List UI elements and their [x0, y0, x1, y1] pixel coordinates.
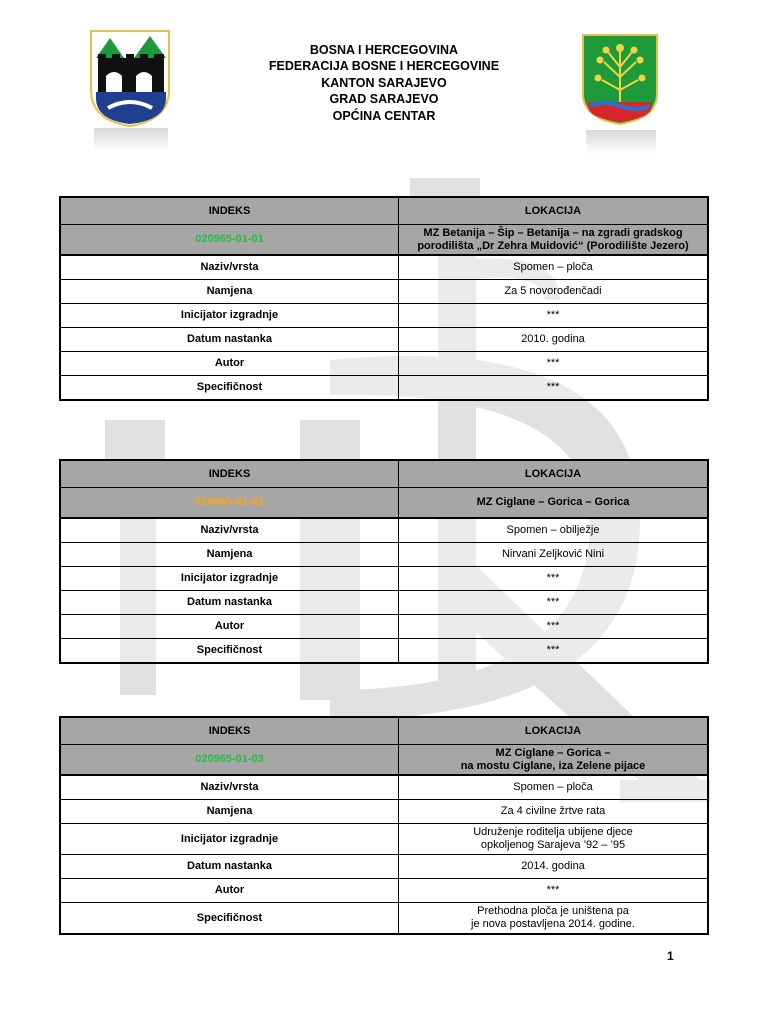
field-label: Naziv/vrsta — [60, 518, 399, 543]
field-value: *** — [399, 304, 709, 328]
monument-record-table — [59, 716, 709, 935]
field-value: *** — [399, 352, 709, 376]
header-line: BOSNA I HERCEGOVINA — [309, 43, 459, 57]
page-number: 1 — [667, 949, 674, 963]
field-value: *** — [399, 376, 709, 401]
field-value: *** — [399, 615, 709, 639]
field-value: *** — [399, 639, 709, 664]
field-value: 2014. godina — [399, 855, 709, 879]
monument-record-table — [59, 196, 709, 401]
column-header-index: INDEKS — [60, 717, 399, 745]
field-label: Namjena — [60, 800, 399, 824]
header-line: KANTON SARAJEVO — [321, 75, 447, 90]
column-header-index: INDEKS — [60, 460, 399, 488]
field-label: Datum nastanka — [60, 855, 399, 879]
field-value: Prethodna ploča je uništena pa je nova postavljena 2014. godine. — [399, 903, 709, 935]
field-label: Datum nastanka — [60, 591, 399, 615]
document-header — [0, 42, 768, 124]
field-label: Specifičnost — [60, 376, 399, 401]
record-code: 020965-01-01 — [195, 233, 264, 245]
field-label: Inicijator izgradnje — [60, 567, 399, 591]
field-label: Specifičnost — [60, 639, 399, 664]
header-line: OPĆINA CENTAR — [332, 108, 436, 123]
field-label: Datum nastanka — [60, 328, 399, 352]
field-label: Autor — [60, 879, 399, 903]
field-value: Spomen – ploča — [399, 775, 709, 800]
field-label: Inicijator izgradnje — [60, 304, 399, 328]
field-value: *** — [399, 567, 709, 591]
field-value: *** — [399, 879, 709, 903]
record-location: MZ Ciglane – Gorica – Gorica — [399, 488, 709, 519]
field-label: Autor — [60, 615, 399, 639]
field-value: Nirvani Zeljković Nini — [399, 543, 709, 567]
field-value: Za 5 novorođenčadi — [399, 280, 709, 304]
field-label: Specifičnost — [60, 903, 399, 935]
record-location: MZ Ciglane – Gorica – na mostu Ciglane, iza Zelene pijace — [399, 745, 709, 776]
field-value: Udruženje roditelja ubijene djece opkoljenog Sarajeva ’92 – ’95 — [399, 824, 709, 855]
field-label: Naziv/vrsta — [60, 775, 399, 800]
field-label: Inicijator izgradnje — [60, 824, 399, 855]
column-header-location: LOKACIJA — [399, 460, 709, 488]
header-line: GRAD SARAJEVO — [329, 92, 439, 107]
field-label: Naziv/vrsta — [60, 255, 399, 280]
record-code: 020965-01-03 — [195, 753, 264, 765]
field-label: Namjena — [60, 280, 399, 304]
field-value: Spomen – ploča — [399, 255, 709, 280]
field-value: 2010. godina — [399, 328, 709, 352]
record-code: 020965-01-02 — [195, 496, 264, 508]
field-value: Za 4 civilne žrtve rata — [399, 800, 709, 824]
column-header-location: LOKACIJA — [399, 197, 709, 225]
field-value: Spomen – obilježje — [399, 518, 709, 543]
header-line: FEDERACIJA BOSNE I HERCEGOVINE — [268, 59, 500, 74]
field-label: Namjena — [60, 543, 399, 567]
record-location: MZ Betanija – Šip – Betanija – na zgradi gradskog porodilišta „Dr Zehra Muidović“ (Porodilište Jezero) — [399, 225, 709, 256]
column-header-location: LOKACIJA — [399, 717, 709, 745]
column-header-index: INDEKS — [60, 197, 399, 225]
field-label: Autor — [60, 352, 399, 376]
monument-record-table — [59, 459, 709, 664]
field-value: *** — [399, 591, 709, 615]
